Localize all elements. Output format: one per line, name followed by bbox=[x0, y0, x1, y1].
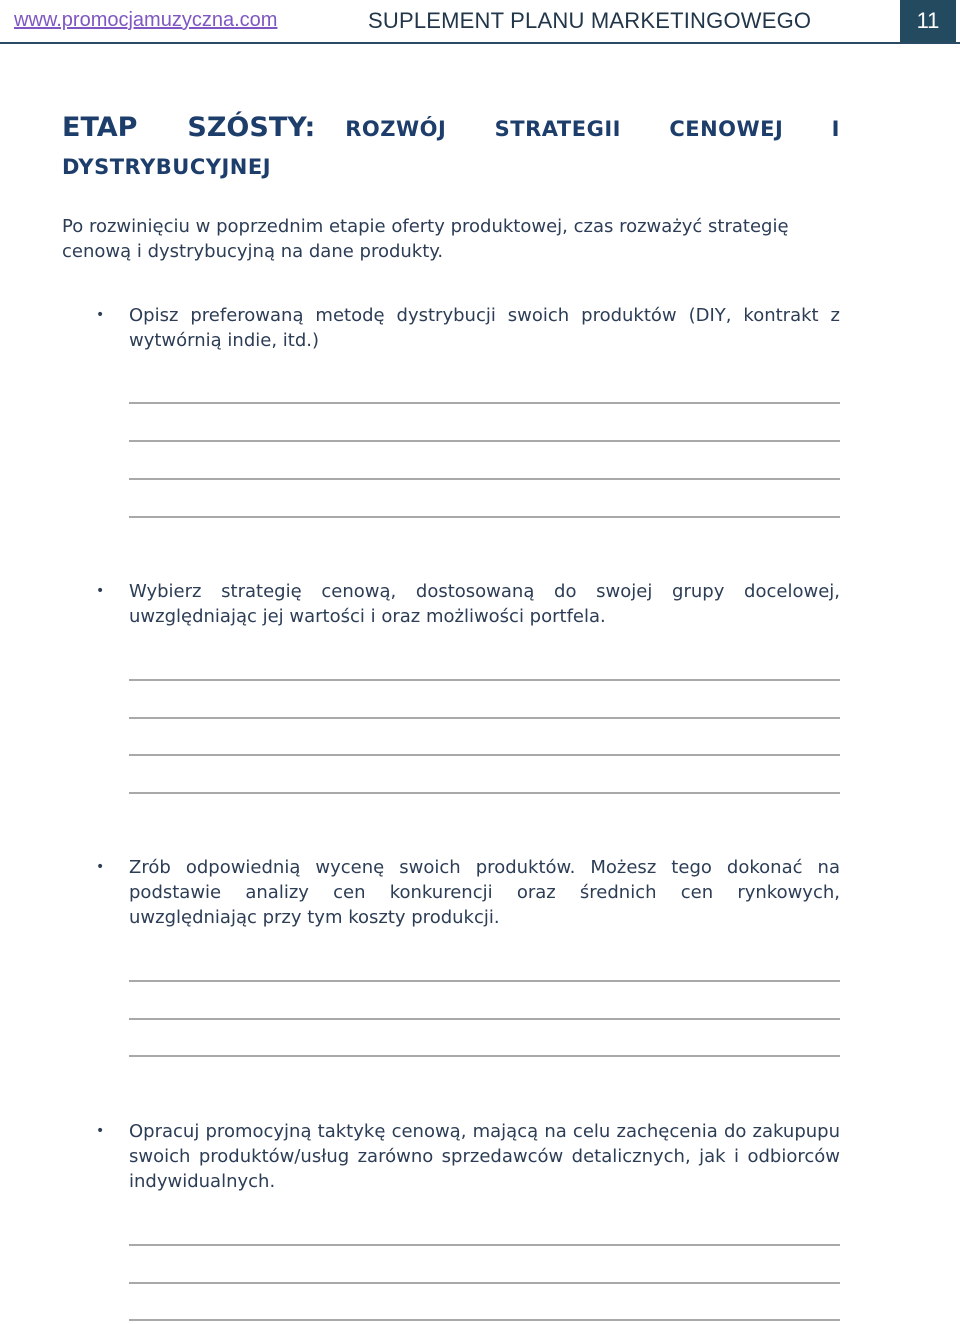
answer-line[interactable] bbox=[129, 1319, 840, 1321]
page-header bbox=[0, 0, 960, 44]
answer-line[interactable] bbox=[129, 516, 840, 518]
bullet-icon: • bbox=[96, 859, 105, 875]
bullet-icon: • bbox=[96, 583, 105, 599]
bullet-icon: • bbox=[96, 1123, 105, 1139]
item-text: Zrób odpowiednią wycenę swoich produktów. Możesz tego dokonać na podstawie analizy cen konkurencji oraz średnich cen rynkowych, uwzględniając przy tym koszty produkcji. bbox=[129, 857, 840, 928]
website-link[interactable]: www.promocjamuzyczna.com bbox=[14, 9, 278, 31]
answer-line[interactable] bbox=[129, 754, 840, 756]
answer-line[interactable] bbox=[129, 1018, 840, 1020]
answer-line[interactable] bbox=[129, 1282, 840, 1284]
answer-line[interactable] bbox=[129, 980, 840, 982]
answer-line[interactable] bbox=[129, 717, 840, 719]
answer-line[interactable] bbox=[129, 478, 840, 480]
item-text: Opisz preferowaną metodę dystrybucji swoich produktów (DIY, kontrakt z wytwórnią indie, itd.) bbox=[129, 305, 840, 351]
item-text: Opracuj promocyjną taktykę cenową, mającą na celu zachęcenia do zakupupu swoich produktów/usług zarówno sprzedawców detalicznych, jak i odbiorców indywidualnych. bbox=[129, 1121, 840, 1192]
answer-line[interactable] bbox=[129, 440, 840, 442]
answer-line[interactable] bbox=[129, 792, 840, 794]
answer-line[interactable] bbox=[129, 402, 840, 404]
answer-line[interactable] bbox=[129, 679, 840, 681]
item-text: Wybierz strategię cenową, dostosowaną do swojej grupy docelowej, uwzględniając jej wartości i oraz możliwości portfela. bbox=[129, 581, 840, 627]
heading-stage: ETAP SZÓSTY: bbox=[62, 112, 316, 143]
answer-line[interactable] bbox=[129, 1055, 840, 1057]
document-title: SUPLEMENT PLANU MARKETINGOWEGO bbox=[368, 8, 812, 33]
page-number: 11 bbox=[900, 0, 956, 42]
answer-line[interactable] bbox=[129, 1244, 840, 1246]
bullet-icon: • bbox=[96, 307, 105, 323]
intro-paragraph: Po rozwinięciu w poprzednim etapie oferty produktowej, czas rozważyć strategię cenową i dystrybucyjną na dane produkty. bbox=[62, 216, 789, 262]
heading-topic: ROZWÓJ STRATEGII CENOWEJ I DYSTRYBUCYJNEJ bbox=[62, 117, 840, 179]
section-heading bbox=[62, 110, 840, 187]
